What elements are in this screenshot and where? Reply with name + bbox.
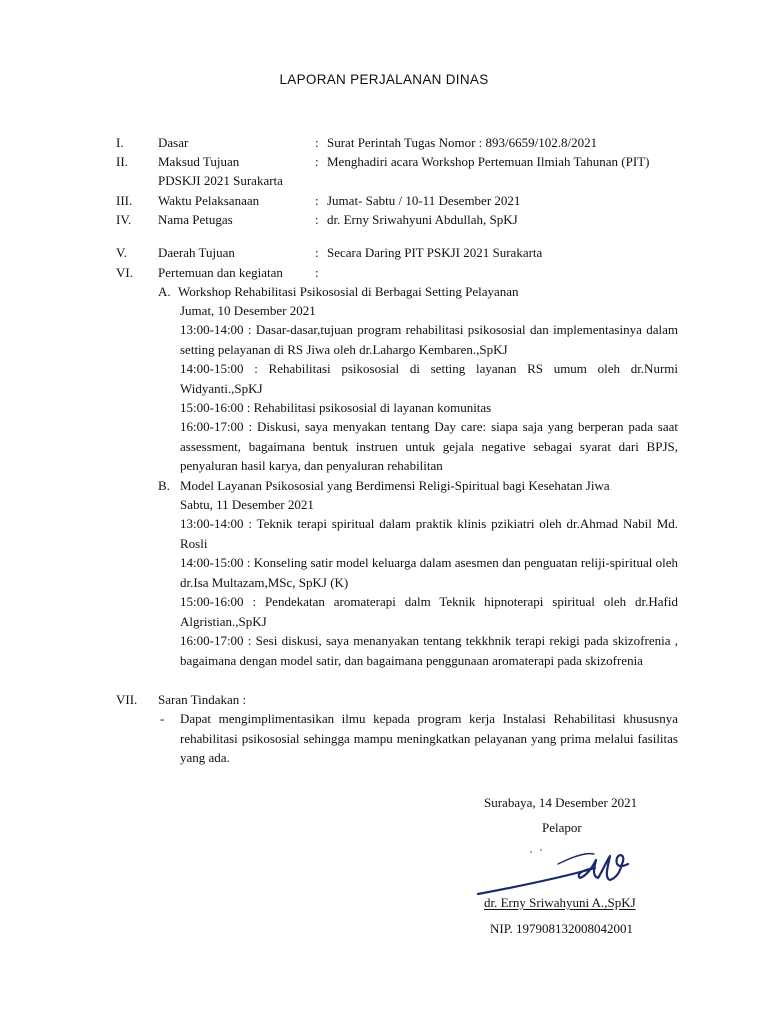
activity-item: 16:00-17:00 : Diskusi, saya menyakan tentang Day care: siapa saja yang berperan pada saat assessment, bagaimana bentuk instruen untuk gejala negative sebagai syarat dari BPJS, penyaluran hasil karya, dan penyaluran rehabilitan xyxy=(180,419,678,473)
activity-date: Jumat, 10 Desember 2021 xyxy=(180,303,316,318)
section-colon: : xyxy=(315,265,319,280)
section-label: Nama Petugas xyxy=(158,212,233,227)
section-value: Menghadiri acara Workshop Pertemuan Ilmiah Tahunan (PIT) xyxy=(327,154,650,169)
activity-letter: A. xyxy=(158,284,171,299)
section-label: Dasar xyxy=(158,135,189,150)
section-label: Saran Tindakan : xyxy=(158,692,247,707)
section-number: II. xyxy=(116,154,128,169)
activity-title: Workshop Rehabilitasi Psikososial di Berbagai Setting Pelayanan xyxy=(178,284,519,299)
section-number: VII. xyxy=(116,692,138,707)
section-value: Surat Perintah Tugas Nomor : 893/6659/102.8/2021 xyxy=(327,135,598,150)
section-colon: : xyxy=(315,245,319,260)
section-number: V. xyxy=(116,245,127,260)
signer-name: dr. Erny Sriwahyuni A.,SpKJ xyxy=(484,895,636,910)
activity-item: 13:00-14:00 : Teknik terapi spiritual dalam praktik klinis pzikiatri oleh dr.Ahmad Nabil Md. Rosli xyxy=(180,516,678,551)
section-number: I. xyxy=(116,135,124,150)
section-label: Pertemuan dan kegiatan xyxy=(158,265,283,280)
page-title: LAPORAN PERJALANAN DINAS xyxy=(279,72,489,87)
activity-item: 14:00-15:00 : Rehabilitasi psikososial di setting layanan RS umum oleh dr.Nurmi Widyanti.,SpKJ xyxy=(180,361,678,396)
section-label: Maksud Tujuan xyxy=(158,154,240,169)
section-colon: : xyxy=(315,212,319,227)
activity-item: 14:00-15:00 : Konseling satir model keluarga dalam asesmen dan penguatan reliji-spiritual oleh dr.Isa Multazam,MSc, SpKJ (K) xyxy=(180,555,678,590)
section-value: dr. Erny Sriwahyuni Abdullah, SpKJ xyxy=(327,212,518,227)
section-number: III. xyxy=(116,193,133,208)
activity-item: 16:00-17:00 : Sesi diskusi, saya menanyakan tentang tekkhnik terapi rekigi pada skizofrenia , bagaimana dengan model satir, dan bagaimana penggunaan aromaterapi pada skizofrenia xyxy=(180,633,678,668)
section-label: Waktu Pelaksanaan xyxy=(158,193,260,208)
saran-text: Dapat mengimplimentasikan ilmu kepada program kerja Instalasi Rehabilitasi khususnya rehabilitasi psikososial sehingga mampu meningkatkan pelayanan yang prima melalui fasilitas yang ada. xyxy=(180,711,678,765)
activity-item: 13:00-14:00 : Dasar-dasar,tujuan program rehabilitasi psikososial dan implementasinya dalam setting pelayanan di RS Jiwa oleh dr.Lahargo Kembaren.,SpKJ xyxy=(180,322,678,357)
section-label: Daerah Tujuan xyxy=(158,245,235,260)
signature-mark xyxy=(470,838,720,902)
section-number: IV. xyxy=(116,212,132,227)
section-value-continuation: PDSKJI 2021 Surakarta xyxy=(158,173,283,188)
section-number: VI. xyxy=(116,265,133,280)
signer-role: Pelapor xyxy=(542,820,582,835)
activity-date: Sabtu, 11 Desember 2021 xyxy=(180,497,314,512)
list-bullet: - xyxy=(160,711,165,726)
activity-letter: B. xyxy=(158,478,170,493)
section-value: Secara Daring PIT PSKJI 2021 Surakarta xyxy=(327,245,543,260)
section-colon: : xyxy=(315,154,319,169)
section-colon: : xyxy=(315,135,319,150)
section-value: Jumat- Sabtu / 10-11 Desember 2021 xyxy=(327,193,521,208)
place-date: Surabaya, 14 Desember 2021 xyxy=(484,795,638,810)
signer-nip: NIP. 197908132008042001 xyxy=(490,921,634,936)
activity-item: 15:00-16:00 : Pendekatan aromaterapi dalm Teknik hipnoterapi spiritual oleh dr.Hafid Algristian.,SpKJ xyxy=(180,594,678,629)
activity-item: 15:00-16:00 : Rehabilitasi psikososial di layanan komunitas xyxy=(180,400,492,415)
activity-title: Model Layanan Psikososial yang Berdimensi Religi-Spiritual bagi Kesehatan Jiwa xyxy=(180,478,610,493)
section-colon: : xyxy=(315,193,319,208)
